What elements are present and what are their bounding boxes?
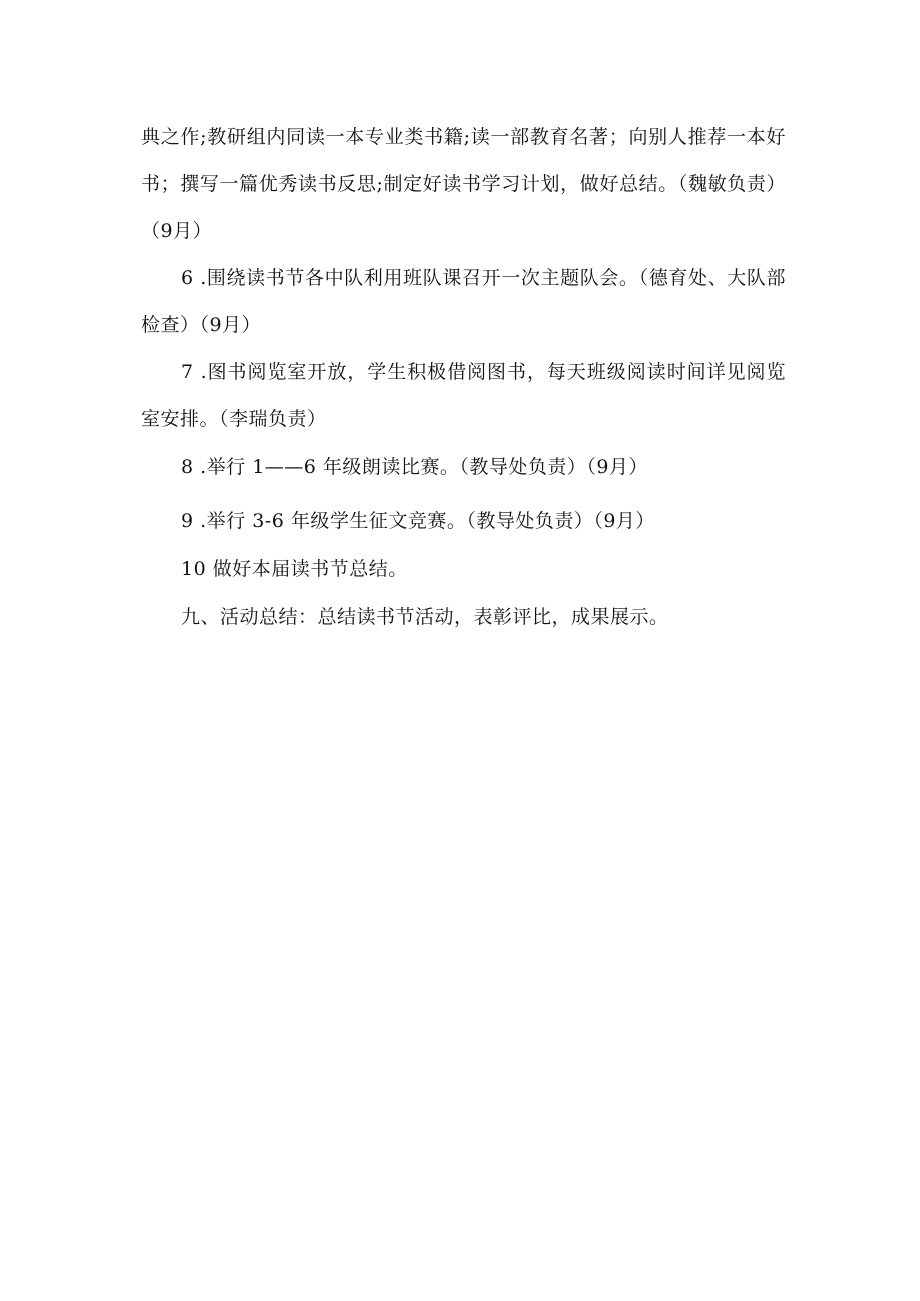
paragraph-item-8: 8 .举行 1——6 年级朗读比赛。（教导处负责）（9月） [181, 456, 649, 478]
paragraph-item-9: 9 .举行 3-6 年级学生征文竞赛。（教导处负责）（9月） [181, 510, 655, 532]
paragraph-item-7: 7 .图书阅览室开放，学生积极借阅图书，每天班级阅读时间详见阅览室安排。（李瑞负责） [141, 361, 786, 430]
paragraph-section-9-summary: 九、活动总结：总结读书节活动，表彰评比，成果展示。 [181, 606, 669, 628]
paragraph-item-6: 6 .围绕读书节各中队利用班队课召开一次主题队会。（德育处、大队部检查）（9月） [141, 267, 786, 336]
document-body [141, 114, 786, 641]
paragraph-continued-activities: 典之作;教研组内同读一本专业类书籍;读一部教育名著；向别人推荐一本好书；撰写一篇优秀读书反思;制定好读书学习计划，做好总结。（魏敏负责）（9月） [141, 126, 786, 242]
paragraph-item-10: 10 做好本届读书节总结。 [181, 558, 408, 580]
